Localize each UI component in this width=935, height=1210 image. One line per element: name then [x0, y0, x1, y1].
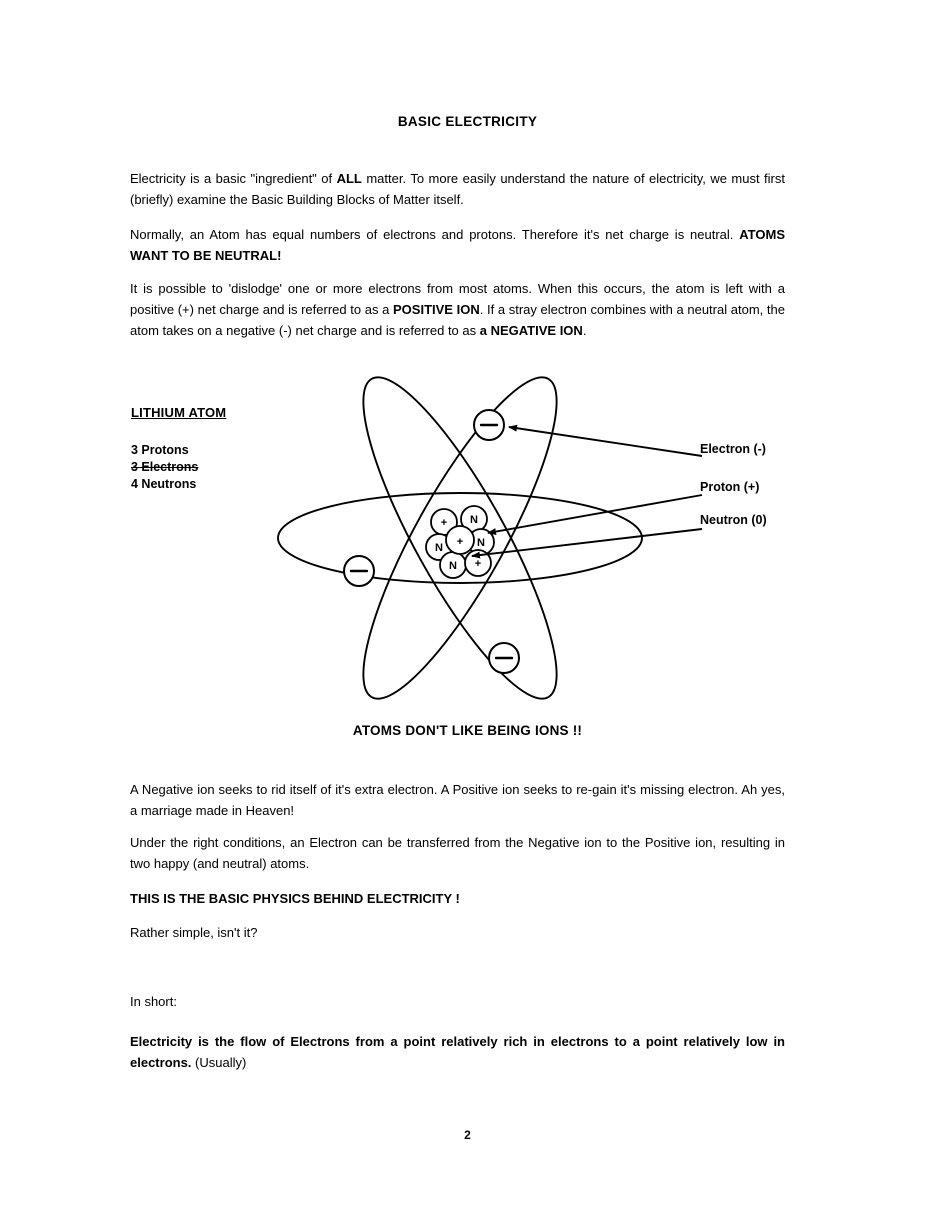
composition-item-neutrons: 4 Neutrons	[131, 477, 197, 491]
paragraph-ions-text-a: It is possible to 'dislodge' one or more electrons from most atoms. When this occurs, the atom is left with a positive (+) net charge and is referred to as a	[130, 281, 785, 317]
callout-label-neutron: Neutron (0)	[700, 513, 767, 527]
paragraph-intro-emphasis: ALL	[336, 171, 362, 186]
paragraph-electron-transfer: Under the right conditions, an Electron can be transferred from the Negative ion to the Positive ion, resulting in two happy (and neutral) atoms.	[130, 835, 785, 871]
nucleus-symbol-neutron-left: N	[435, 542, 443, 554]
paragraph-definition	[130, 1031, 785, 1073]
paragraph-ions	[130, 278, 785, 341]
nucleus-symbol-proton-lower-right: +	[474, 558, 482, 570]
callout-label-proton: Proton (+)	[700, 480, 760, 494]
paragraph-neutral-emphasis: ATOMS WANT TO BE NEUTRAL!	[130, 227, 785, 263]
nucleus-symbol-proton-center: +	[456, 536, 464, 548]
paragraph-basic-physics-statement: THIS IS THE BASIC PHYSICS BEHIND ELECTRICITY !	[130, 891, 460, 906]
paragraph-intro	[130, 168, 785, 210]
paragraph-intro-text-c: matter. To more easily understand the nature of electricity, we must first (briefly) examine the Basic Building Blocks of Matter itself.	[130, 171, 785, 207]
paragraph-ion-attraction: A Negative ion seeks to rid itself of it's extra electron. A Positive ion seeks to re-gain it's missing electron. Ah yes, a marriage made in Heaven!	[130, 782, 785, 818]
leader-line-neutron	[472, 529, 702, 556]
leader-line-proton	[488, 495, 702, 533]
nucleus-symbol-neutron-lower-left: N	[449, 560, 457, 572]
nucleus-symbol-neutron-right: N	[477, 537, 485, 549]
paragraph-neutral	[130, 224, 785, 266]
paragraph-in-short: In short:	[130, 994, 177, 1009]
nucleus-symbol-proton-upper-left: +	[440, 517, 448, 529]
composition-item-electrons: 3 Electrons	[131, 460, 199, 474]
paragraph-ions-positive-ion: POSITIVE ION	[393, 302, 480, 317]
figure-caption: ATOMS DON'T LIKE BEING IONS !!	[352, 723, 583, 738]
nucleus-cluster	[426, 506, 494, 578]
paragraph-rather-simple: Rather simple, isn't it?	[130, 925, 258, 940]
page-title: BASIC ELECTRICITY	[397, 114, 538, 129]
paragraph-intro-text-a: Electricity is a basic "ingredient" of	[130, 171, 337, 186]
callout-label-electron: Electron (-)	[700, 442, 766, 456]
nucleus-symbol-neutron-upper-right: N	[470, 514, 478, 526]
paragraph-ions-text-c: . If a stray electron combines with a neutral atom, the atom takes on a negative (-) net charge and is referred to as	[130, 302, 785, 338]
paragraph-definition-usually: (Usually)	[191, 1055, 247, 1070]
lithium-atom-composition	[131, 442, 198, 493]
lithium-atom-heading: LITHIUM ATOM	[131, 405, 227, 420]
paragraph-ions-text-e: .	[582, 323, 587, 338]
paragraph-definition-bold: Electricity is the flow of Electrons from a point relatively rich in electrons to a point relatively low in electrons.	[130, 1034, 785, 1070]
paragraph-ions-negative-ion: a NEGATIVE ION	[479, 323, 583, 338]
composition-item-protons: 3 Protons	[131, 443, 189, 457]
leader-line-electron	[509, 427, 702, 456]
paragraph-neutral-text-a: Normally, an Atom has equal numbers of electrons and protons. Therefore it's net charge is neutral.	[130, 227, 740, 242]
page-number: 2	[464, 1128, 471, 1142]
lithium-atom-diagram	[250, 355, 710, 715]
atom-diagram-svg	[250, 355, 710, 715]
